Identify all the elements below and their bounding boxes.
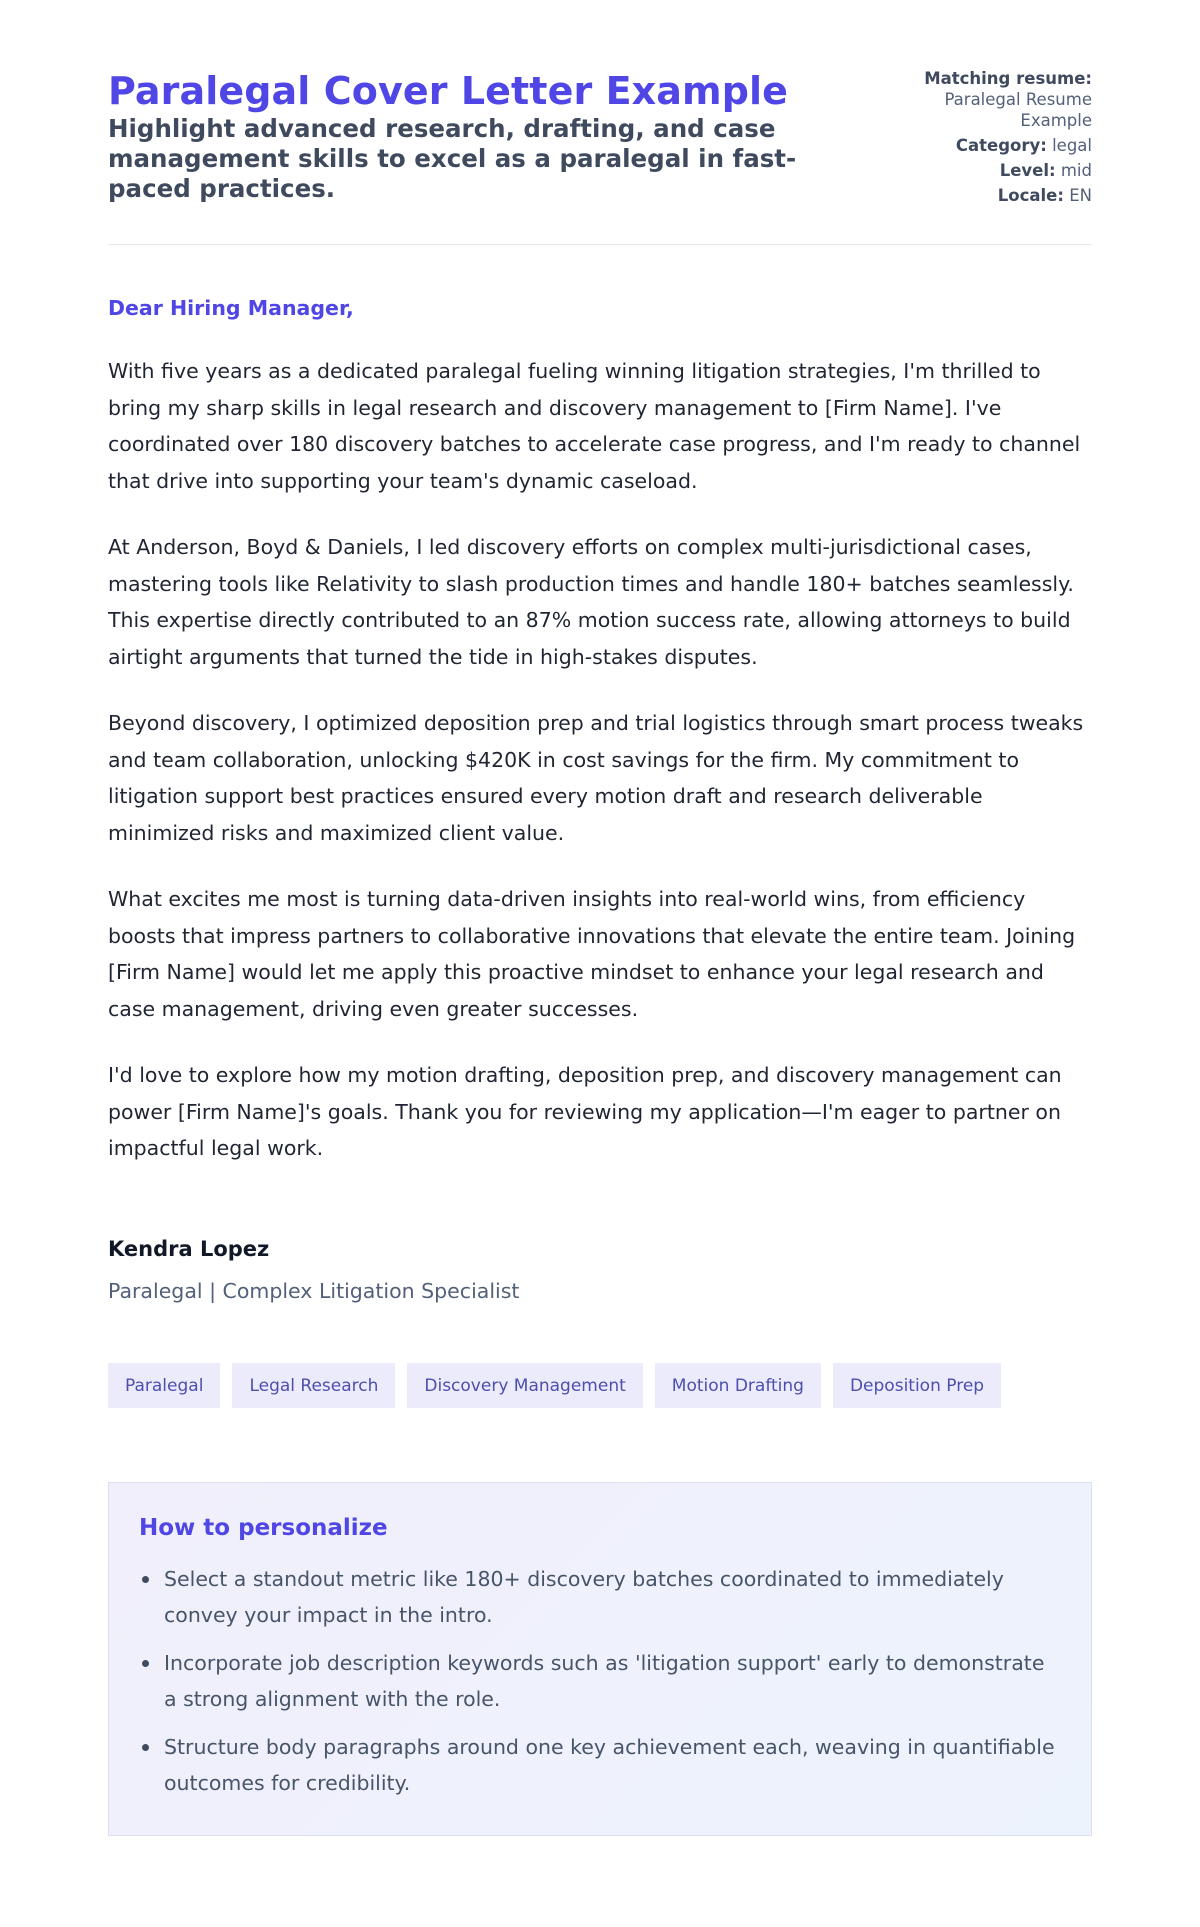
- skill-tags: [108, 1363, 1092, 1408]
- page-subtitle: Highlight advanced research, drafting, and case management skills to excel as a paralegal in fast-paced practices.: [108, 114, 797, 203]
- letter-paragraph: I'd love to explore how my motion drafting, deposition prep, and discovery management can power [Firm Name]'s goals. Thank you for reviewing my application—I'm eager to partner on impactful legal work.: [108, 1063, 1062, 1160]
- bullet-icon: [142, 1660, 149, 1667]
- tips-item: [139, 1729, 1061, 1801]
- tips-item: [139, 1561, 1061, 1633]
- signature-block: [108, 1235, 1092, 1305]
- meta-matching-resume: [892, 68, 1092, 131]
- meta-locale-value: EN: [1069, 186, 1092, 205]
- meta-locale-label: Locale:: [997, 186, 1064, 205]
- meta-level: [892, 160, 1092, 181]
- meta-level-value: mid: [1060, 161, 1092, 180]
- page-header: [108, 68, 1092, 245]
- skill-tag: Discovery Management: [407, 1363, 642, 1408]
- meta-category-label: Category:: [955, 136, 1047, 155]
- skill-tag: Paralegal: [108, 1363, 220, 1408]
- letter-paragraph: Beyond discovery, I optimized deposition prep and trial logistics through smart process tweaks and team collaboration, unlocking $420K in cost savings for the firm. My commitment to litigation support best practices ensured every motion draft and research deliverable minimized risks and maximized client value.: [108, 711, 1084, 845]
- letter-body: [108, 295, 1092, 1305]
- personalize-tips-card: [108, 1482, 1092, 1836]
- skill-tag: Legal Research: [232, 1363, 395, 1408]
- tips-title: How to personalize: [139, 1514, 388, 1541]
- signature-name: Kendra Lopez: [108, 1236, 270, 1261]
- tips-item-text: Incorporate job description keywords such as 'litigation support' early to demonstrate a strong alignment with the role.: [164, 1650, 1045, 1711]
- tips-item: [139, 1645, 1061, 1717]
- meta-level-label: Level:: [999, 161, 1056, 180]
- tips-list: [139, 1561, 1061, 1801]
- bullet-icon: [142, 1744, 149, 1751]
- meta-category: [892, 135, 1092, 156]
- page-title: Paralegal Cover Letter Example: [108, 69, 789, 113]
- tips-item-text: Structure body paragraphs around one key achievement each, weaving in quantifiable outcomes for credibility.: [164, 1734, 1055, 1795]
- letter-greeting: Dear Hiring Manager,: [108, 296, 354, 320]
- meta-panel: [892, 68, 1092, 210]
- meta-matching-resume-label: Matching resume:: [924, 69, 1092, 88]
- tips-item-text: Select a standout metric like 180+ discovery batches coordinated to immediately convey your impact in the intro.: [164, 1566, 1004, 1627]
- signature-title: Paralegal | Complex Litigation Specialist: [108, 1278, 520, 1303]
- header-titles: [108, 68, 848, 204]
- letter-paragraph: With five years as a dedicated paralegal fueling winning litigation strategies, I'm thrilled to bring my sharp skills in legal research and discovery management to [Firm Name]. I've coordinated over 180 discovery batches to accelerate case progress, and I'm ready to channel that drive into supporting your team's dynamic caseload.: [108, 359, 1081, 493]
- meta-locale: [892, 185, 1092, 206]
- meta-matching-resume-value: Paralegal Resume Example: [944, 90, 1092, 130]
- letter-paragraph: At Anderson, Boyd & Daniels, I led discovery efforts on complex multi-jurisdictional cases, mastering tools like Relativity to slash production times and handle 180+ batches seamlessly. This expertise directly contributed to an 87% motion success rate, allowing attorneys to build airtight arguments that turned the tide in high-stakes disputes.: [108, 535, 1074, 669]
- bullet-icon: [142, 1576, 149, 1583]
- skill-tag: Deposition Prep: [833, 1363, 1001, 1408]
- letter-paragraph: What excites me most is turning data-driven insights into real-world wins, from efficiency boosts that impress partners to collaborative innovations that elevate the entire team. Joining [Firm Name] would let me apply this proactive mindset to enhance your legal research and case management, driving even greater successes.: [108, 887, 1076, 1021]
- meta-category-value: legal: [1052, 136, 1092, 155]
- skill-tag: Motion Drafting: [655, 1363, 821, 1408]
